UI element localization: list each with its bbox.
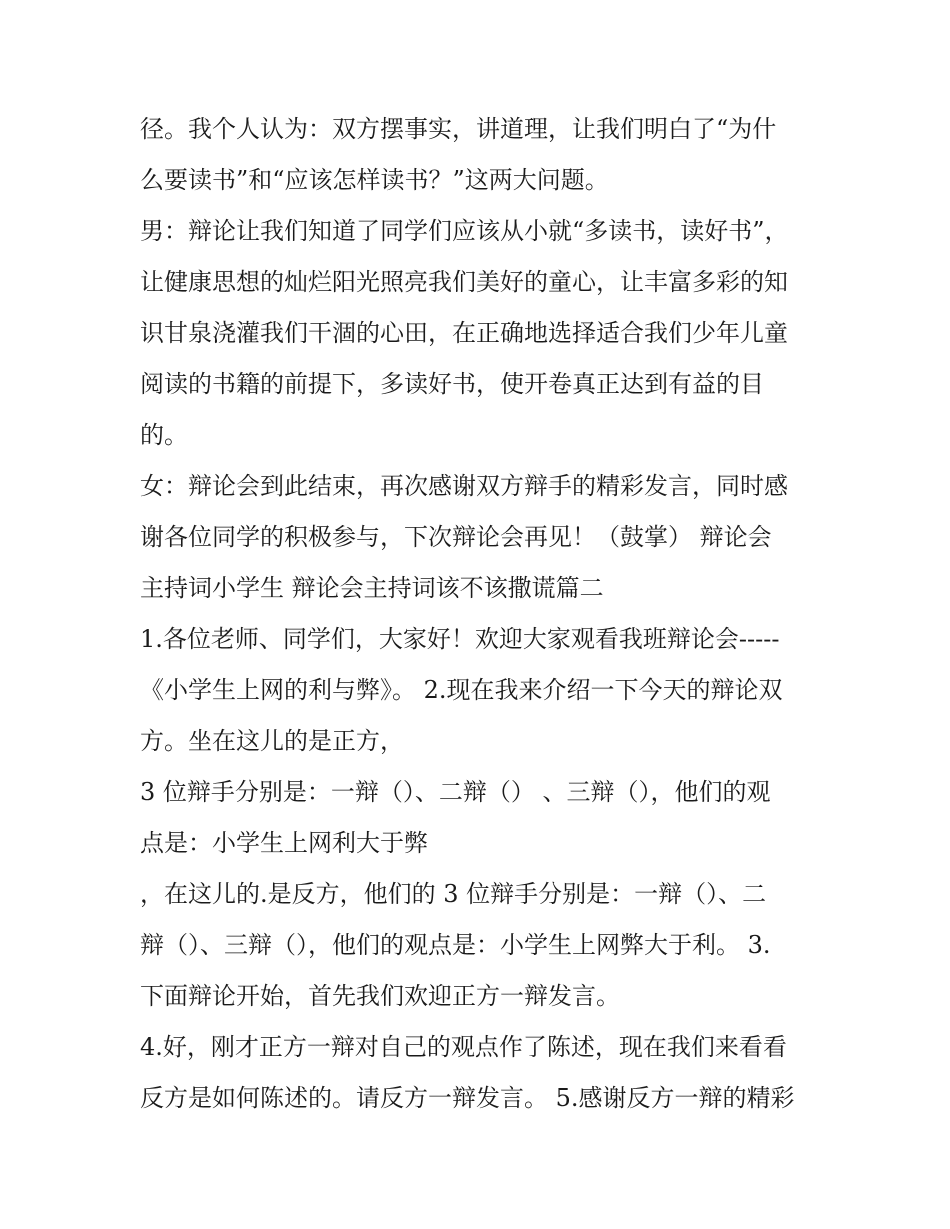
text-line: 辩（）、三辩（），他们的观点是：小学生上网弊大于利。 3. (140, 931, 771, 959)
text-line: 下面辩论开始，首先我们欢迎正方一辩发言。 (140, 982, 620, 1010)
text-line: 径。我个人认为：双方摆事实，讲道理，让我们明白了“为什 (140, 115, 777, 143)
text-line: 识甘泉浇灌我们干涸的心田，在正确地选择适合我们少年儿童 (140, 319, 788, 347)
text-line: 女：辩论会到此结束，再次感谢双方辩手的精彩发言，同时感 (140, 472, 788, 500)
text-line: 方。坐在这儿的是正方， (140, 727, 404, 755)
text-line: ，在这儿的.是反方，他们的 3 位辩手分别是：一辩（）、二 (140, 880, 767, 908)
text-line: 1.各位老师、同学们，大家好！欢迎大家观看我班辩论会----- (140, 625, 780, 653)
body-text (140, 104, 820, 1124)
text-line: 的。 (140, 421, 188, 449)
text-line: 3 位辩手分别是：一辩（）、二辩（） 、三辩（），他们的观 (140, 778, 771, 806)
text-line: 反方是如何陈述的。请反方一辩发言。 5.感谢反方一辩的精彩 (140, 1084, 795, 1112)
text-line: 男：辩论让我们知道了同学们应该从小就“多读书，读好书”， (140, 217, 789, 245)
text-line: 么要读书”和“应该怎样读书？”这两大问题。 (140, 166, 609, 194)
text-line: 主持词小学生 辩论会主持词该不该撒谎篇二 (140, 574, 604, 602)
text-line: 阅读的书籍的前提下，多读好书，使开卷真正达到有益的目 (140, 370, 764, 398)
text-line: 《小学生上网的利与弊》。 2.现在我来介绍一下今天的辩论双 (140, 676, 783, 704)
text-line: 点是：小学生上网利大于弊 (140, 829, 428, 857)
text-line: 4.好，刚才正方一辩对自己的观点作了陈述，现在我们来看看 (140, 1033, 787, 1061)
text-line: 让健康思想的灿烂阳光照亮我们美好的童心，让丰富多彩的知 (140, 268, 788, 296)
text-line: 谢各位同学的积极参与，下次辩论会再见！（鼓掌） 辩论会 (140, 523, 772, 551)
